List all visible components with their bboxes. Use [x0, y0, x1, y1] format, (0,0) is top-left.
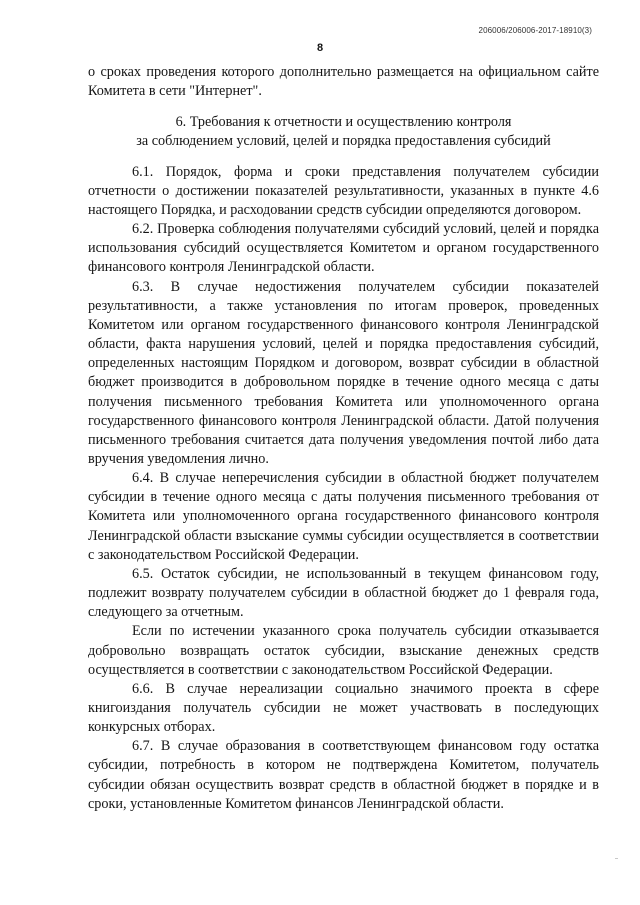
paragraph-6-7: 6.7. В случае образования в соответствующем финансовом году остатка субсидии, потребность в котором не подтверждена Комитетом, получатель субсидии обязан осуществить возврат средств в областной бюджет в порядке и в сроки, установленные Комитетом финансов Ленинградской области.: [88, 738, 599, 812]
document-body: [88, 63, 599, 814]
paragraph-6-2: 6.2. Проверка соблюдения получателями субсидий условий, целей и порядка использования субсидий осуществляется Комитетом и органом государственного финансового контроля Ленинградской области.: [88, 221, 599, 276]
section-title-line-2: за соблюдением условий, целей и порядка предоставления субсидий: [136, 133, 551, 150]
continued-paragraph: о сроках проведения которого дополнительно размещается на официальном сайте Комитета в сети "Интернет".: [88, 64, 599, 100]
paragraph-6-6: 6.6. В случае нереализации социально значимого проекта в сфере книгоиздания получатель субсидии не может участвовать в последующих конкурсных отборах.: [88, 680, 599, 736]
scan-mark: [615, 858, 618, 859]
page-number: 8: [316, 42, 324, 54]
paragraph-6-1: 6.1. Порядок, форма и сроки представления получателем субсидии отчетности о достижении показателей результативности, указанных в пункте 4.6 настоящего Порядка, и расходовании средств субсидии определяются договором.: [88, 163, 599, 218]
document-id: 206006/206006-2017-18910(3): [478, 26, 592, 35]
paragraph-6-5: 6.5. Остаток субсидии, не использованный в текущем финансовом году, подлежит возврату получателем субсидии в областной бюджет до 1 февраля года, следующего за отчетным.: [88, 565, 599, 621]
paragraph-6-3: 6.3. В случае недостижения получателем субсидии показателей результативности, а также установления по итогам проверок, проведенных Комитетом или органом государственного финансового контроля Ленинградской области, факта нарушения условий, целей и порядка предоставления субсидий, определенных настоящим Порядком и договором, возврат субсидии в областной бюджет производится в добровольном порядке в течение одного месяца с даты получения письменного требования Комитета или уполномоченного органа государственного финансового контроля Ленинградской области. Датой получения письменного требования считается дата получения уведомления почтой либо дата вручения уведомления лично.: [88, 278, 599, 467]
paragraph-6-5-continuation: Если по истечении указанного срока получатель субсидии отказывается добровольно возвращать остаток субсидии, взыскание денежных средств осуществляется в соответствии с законодательством Российской Федерации.: [88, 623, 599, 678]
section-title: [88, 113, 599, 151]
paragraph-6-4: 6.4. В случае неперечисления субсидии в областной бюджет получателем субсидии в течение одного месяца с даты получения письменного требования от Комитета или уполномоченного органа государственного финансового контроля Ленинградской области взыскание суммы субсидии осуществляется в соответствии с законодательством Российской Федерации.: [88, 470, 599, 563]
section-title-line-1: 6. Требования к отчетности и осуществлению контроля: [175, 114, 512, 131]
